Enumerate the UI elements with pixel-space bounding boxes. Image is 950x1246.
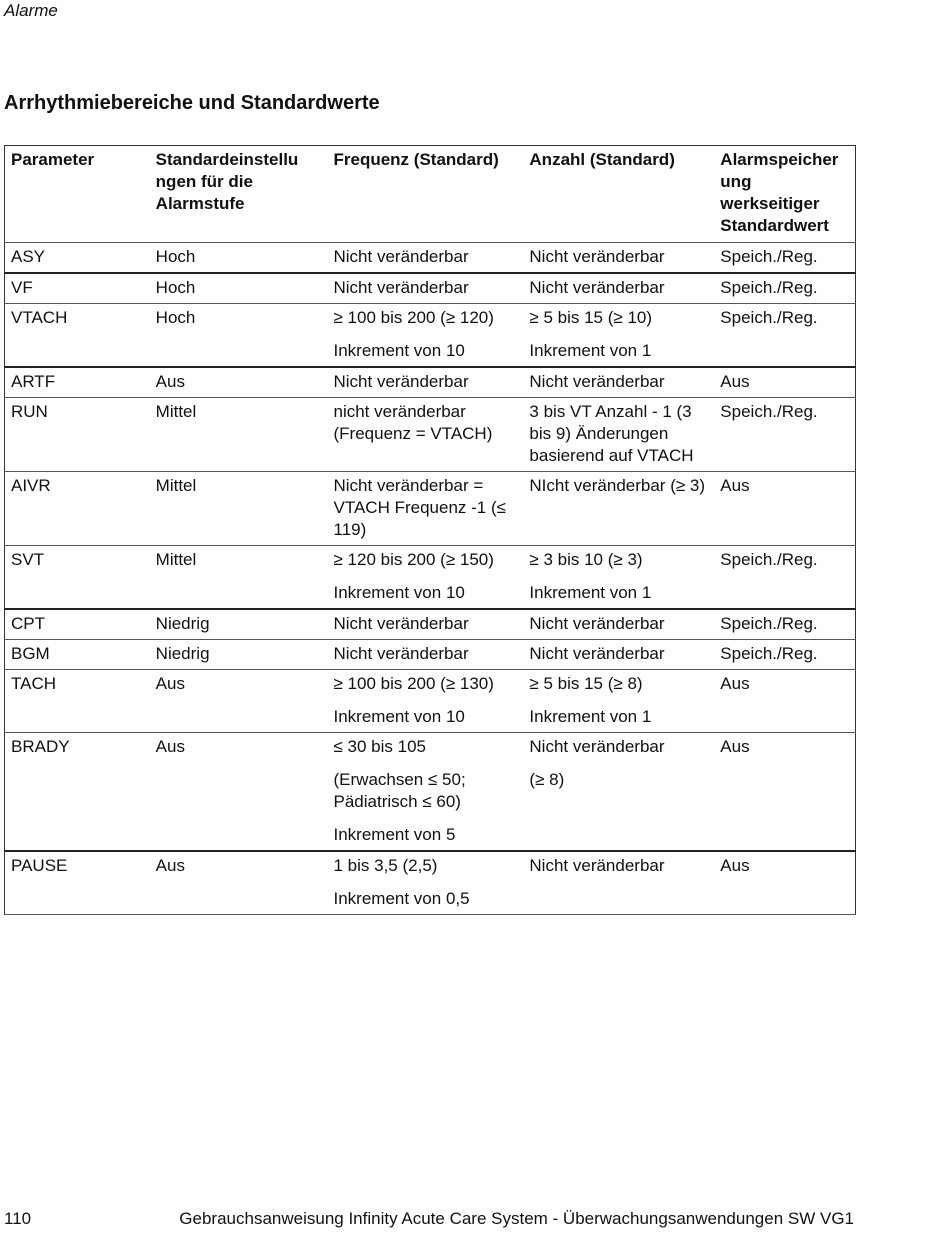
table-row-aivr [5, 472, 856, 546]
cell-alarm-level: Hoch [155, 278, 196, 297]
cell-frequency-line: Inkrement von 10 [333, 707, 465, 726]
cell-alarm-level: Aus [155, 856, 185, 875]
cell-frequency [328, 304, 524, 368]
column-header-alarm-level: Standardeinstellu ngen für die Alarmstufe [155, 150, 299, 213]
cell-count-line: Nicht veränderbar [529, 247, 665, 266]
table-row-bgm [5, 640, 856, 670]
cell-frequency [328, 609, 524, 640]
cell-alarm-storage: Speich./Reg. [720, 278, 818, 297]
table-row-vf [5, 273, 856, 304]
cell-count [523, 398, 714, 472]
cell-frequency-line: ≤ 30 bis 105 [333, 737, 427, 756]
cell-parameter: VTACH [11, 308, 68, 327]
table-header-row [5, 146, 856, 243]
table-row-pause [5, 851, 856, 915]
cell-frequency [328, 398, 524, 472]
cell-parameter: BRADY [11, 737, 70, 756]
column-header-parameter: Parameter [11, 150, 95, 169]
cell-alarm-level: Aus [155, 372, 185, 391]
document-title: Gebrauchsanweisung Infinity Acute Care System - Überwachungsanwendungen SW VG1 [179, 1209, 854, 1228]
cell-parameter: ARTF [11, 372, 56, 391]
cell-count [523, 304, 714, 368]
cell-parameter: VF [11, 278, 33, 297]
cell-count-line: 3 bis VT Anzahl - 1 (3 bis 9) Änderungen basierend auf VTACH [529, 402, 694, 465]
cell-frequency-line: ≥ 100 bis 200 (≥ 130) [333, 674, 494, 693]
column-header-frequency: Frequenz (Standard) [333, 150, 499, 169]
cell-frequency-line: Nicht veränderbar = VTACH Frequenz -1 (≤ 119) [333, 476, 506, 539]
table-header [5, 146, 856, 243]
cell-frequency-line: Nicht veränderbar [333, 278, 469, 297]
cell-frequency-line: Inkrement von 10 [333, 341, 465, 360]
cell-frequency-line: ≥ 120 bis 200 (≥ 150) [333, 550, 494, 569]
table-row-svt [5, 546, 856, 610]
cell-count-line: ≥ 5 bis 15 (≥ 8) [529, 674, 643, 693]
cell-alarm-storage: Aus [720, 856, 750, 875]
cell-alarm-storage: Speich./Reg. [720, 247, 818, 266]
cell-count [523, 546, 714, 610]
cell-frequency [328, 733, 524, 852]
cell-count [523, 273, 714, 304]
cell-frequency [328, 472, 524, 546]
cell-count [523, 367, 714, 398]
cell-count [523, 640, 714, 670]
cell-alarm-storage: Aus [720, 476, 750, 495]
table-row-cpt [5, 609, 856, 640]
cell-frequency-line: Inkrement von 5 [333, 825, 456, 844]
table-row-asy [5, 243, 856, 274]
cell-alarm-level: Mittel [155, 550, 197, 569]
cell-count-line: Nicht veränderbar [529, 644, 665, 663]
cell-count-line: ≥ 5 bis 15 (≥ 10) [529, 308, 653, 327]
cell-count-line: Inkrement von 1 [529, 341, 652, 360]
cell-count-line: Inkrement von 1 [529, 583, 652, 602]
section-title: Arrhythmiebereiche und Standardwerte [4, 92, 380, 114]
table-row-tach [5, 670, 856, 733]
cell-count-line: Nicht veränderbar [529, 278, 665, 297]
cell-count-line: Nicht veränderbar [529, 614, 665, 633]
cell-frequency [328, 851, 524, 915]
cell-alarm-level: Aus [155, 737, 185, 756]
cell-alarm-storage: Speich./Reg. [720, 614, 818, 633]
column-header-count: Anzahl (Standard) [529, 150, 675, 169]
cell-frequency [328, 546, 524, 610]
running-head: Alarme [4, 1, 58, 20]
cell-alarm-level: Hoch [155, 247, 196, 266]
table-row-run [5, 398, 856, 472]
cell-alarm-storage: Speich./Reg. [720, 550, 818, 569]
cell-alarm-level: Niedrig [155, 614, 210, 633]
cell-alarm-storage: Speich./Reg. [720, 308, 818, 327]
cell-alarm-level: Niedrig [155, 644, 210, 663]
cell-alarm-storage: Speich./Reg. [720, 644, 818, 663]
table-row-artf [5, 367, 856, 398]
cell-frequency-line: ≥ 100 bis 200 (≥ 120) [333, 308, 494, 327]
cell-frequency [328, 670, 524, 733]
cell-count-line: NIcht veränderbar (≥ 3) [529, 476, 706, 495]
cell-frequency [328, 367, 524, 398]
cell-count [523, 670, 714, 733]
cell-parameter: BGM [11, 644, 50, 663]
cell-parameter: ASY [11, 247, 46, 266]
cell-count-line: ≥ 3 bis 10 (≥ 3) [529, 550, 643, 569]
cell-alarm-level: Mittel [155, 402, 197, 421]
cell-count [523, 472, 714, 546]
cell-alarm-level: Aus [155, 674, 185, 693]
cell-parameter: TACH [11, 674, 57, 693]
cell-alarm-storage: Speich./Reg. [720, 402, 818, 421]
cell-count-line: Inkrement von 1 [529, 707, 652, 726]
cell-frequency-line: Nicht veränderbar [333, 372, 469, 391]
column-header-alarm-storage: Alarmspeicher ung werkseitiger Standardwert [720, 150, 839, 235]
cell-count-line: Nicht veränderbar [529, 856, 665, 875]
table-body [5, 243, 856, 915]
cell-alarm-storage: Aus [720, 372, 750, 391]
cell-frequency-line: Nicht veränderbar [333, 247, 469, 266]
cell-parameter: RUN [11, 402, 48, 421]
cell-parameter: CPT [11, 614, 45, 633]
cell-count [523, 609, 714, 640]
cell-frequency [328, 243, 524, 274]
arrhythmia-table [4, 145, 856, 915]
cell-frequency-line: Nicht veränderbar [333, 614, 469, 633]
cell-alarm-storage: Aus [720, 737, 750, 756]
cell-count-line: Nicht veränderbar [529, 372, 665, 391]
cell-count [523, 851, 714, 915]
cell-parameter: SVT [11, 550, 45, 569]
cell-frequency-line: 1 bis 3,5 (2,5) [333, 856, 438, 875]
cell-frequency-line: Nicht veränderbar [333, 644, 469, 663]
cell-alarm-storage: Aus [720, 674, 750, 693]
cell-frequency-line: Inkrement von 0,5 [333, 889, 470, 908]
cell-frequency-line: Inkrement von 10 [333, 583, 465, 602]
cell-count-line: (≥ 8) [529, 770, 565, 789]
cell-parameter: AIVR [11, 476, 51, 495]
cell-frequency [328, 273, 524, 304]
cell-alarm-level: Mittel [155, 476, 197, 495]
cell-frequency-line: (Erwachsen ≤ 50; Pädiatrisch ≤ 60) [333, 770, 466, 811]
table-row-vtach [5, 304, 856, 368]
cell-frequency [328, 640, 524, 670]
table-row-brady [5, 733, 856, 852]
cell-frequency-line: nicht veränderbar (Frequenz = VTACH) [333, 402, 493, 443]
cell-count [523, 733, 714, 852]
cell-alarm-level: Hoch [155, 308, 196, 327]
cell-count [523, 243, 714, 274]
cell-parameter: PAUSE [11, 856, 68, 875]
page-number: 110 [4, 1209, 32, 1228]
cell-count-line: Nicht veränderbar [529, 737, 665, 756]
